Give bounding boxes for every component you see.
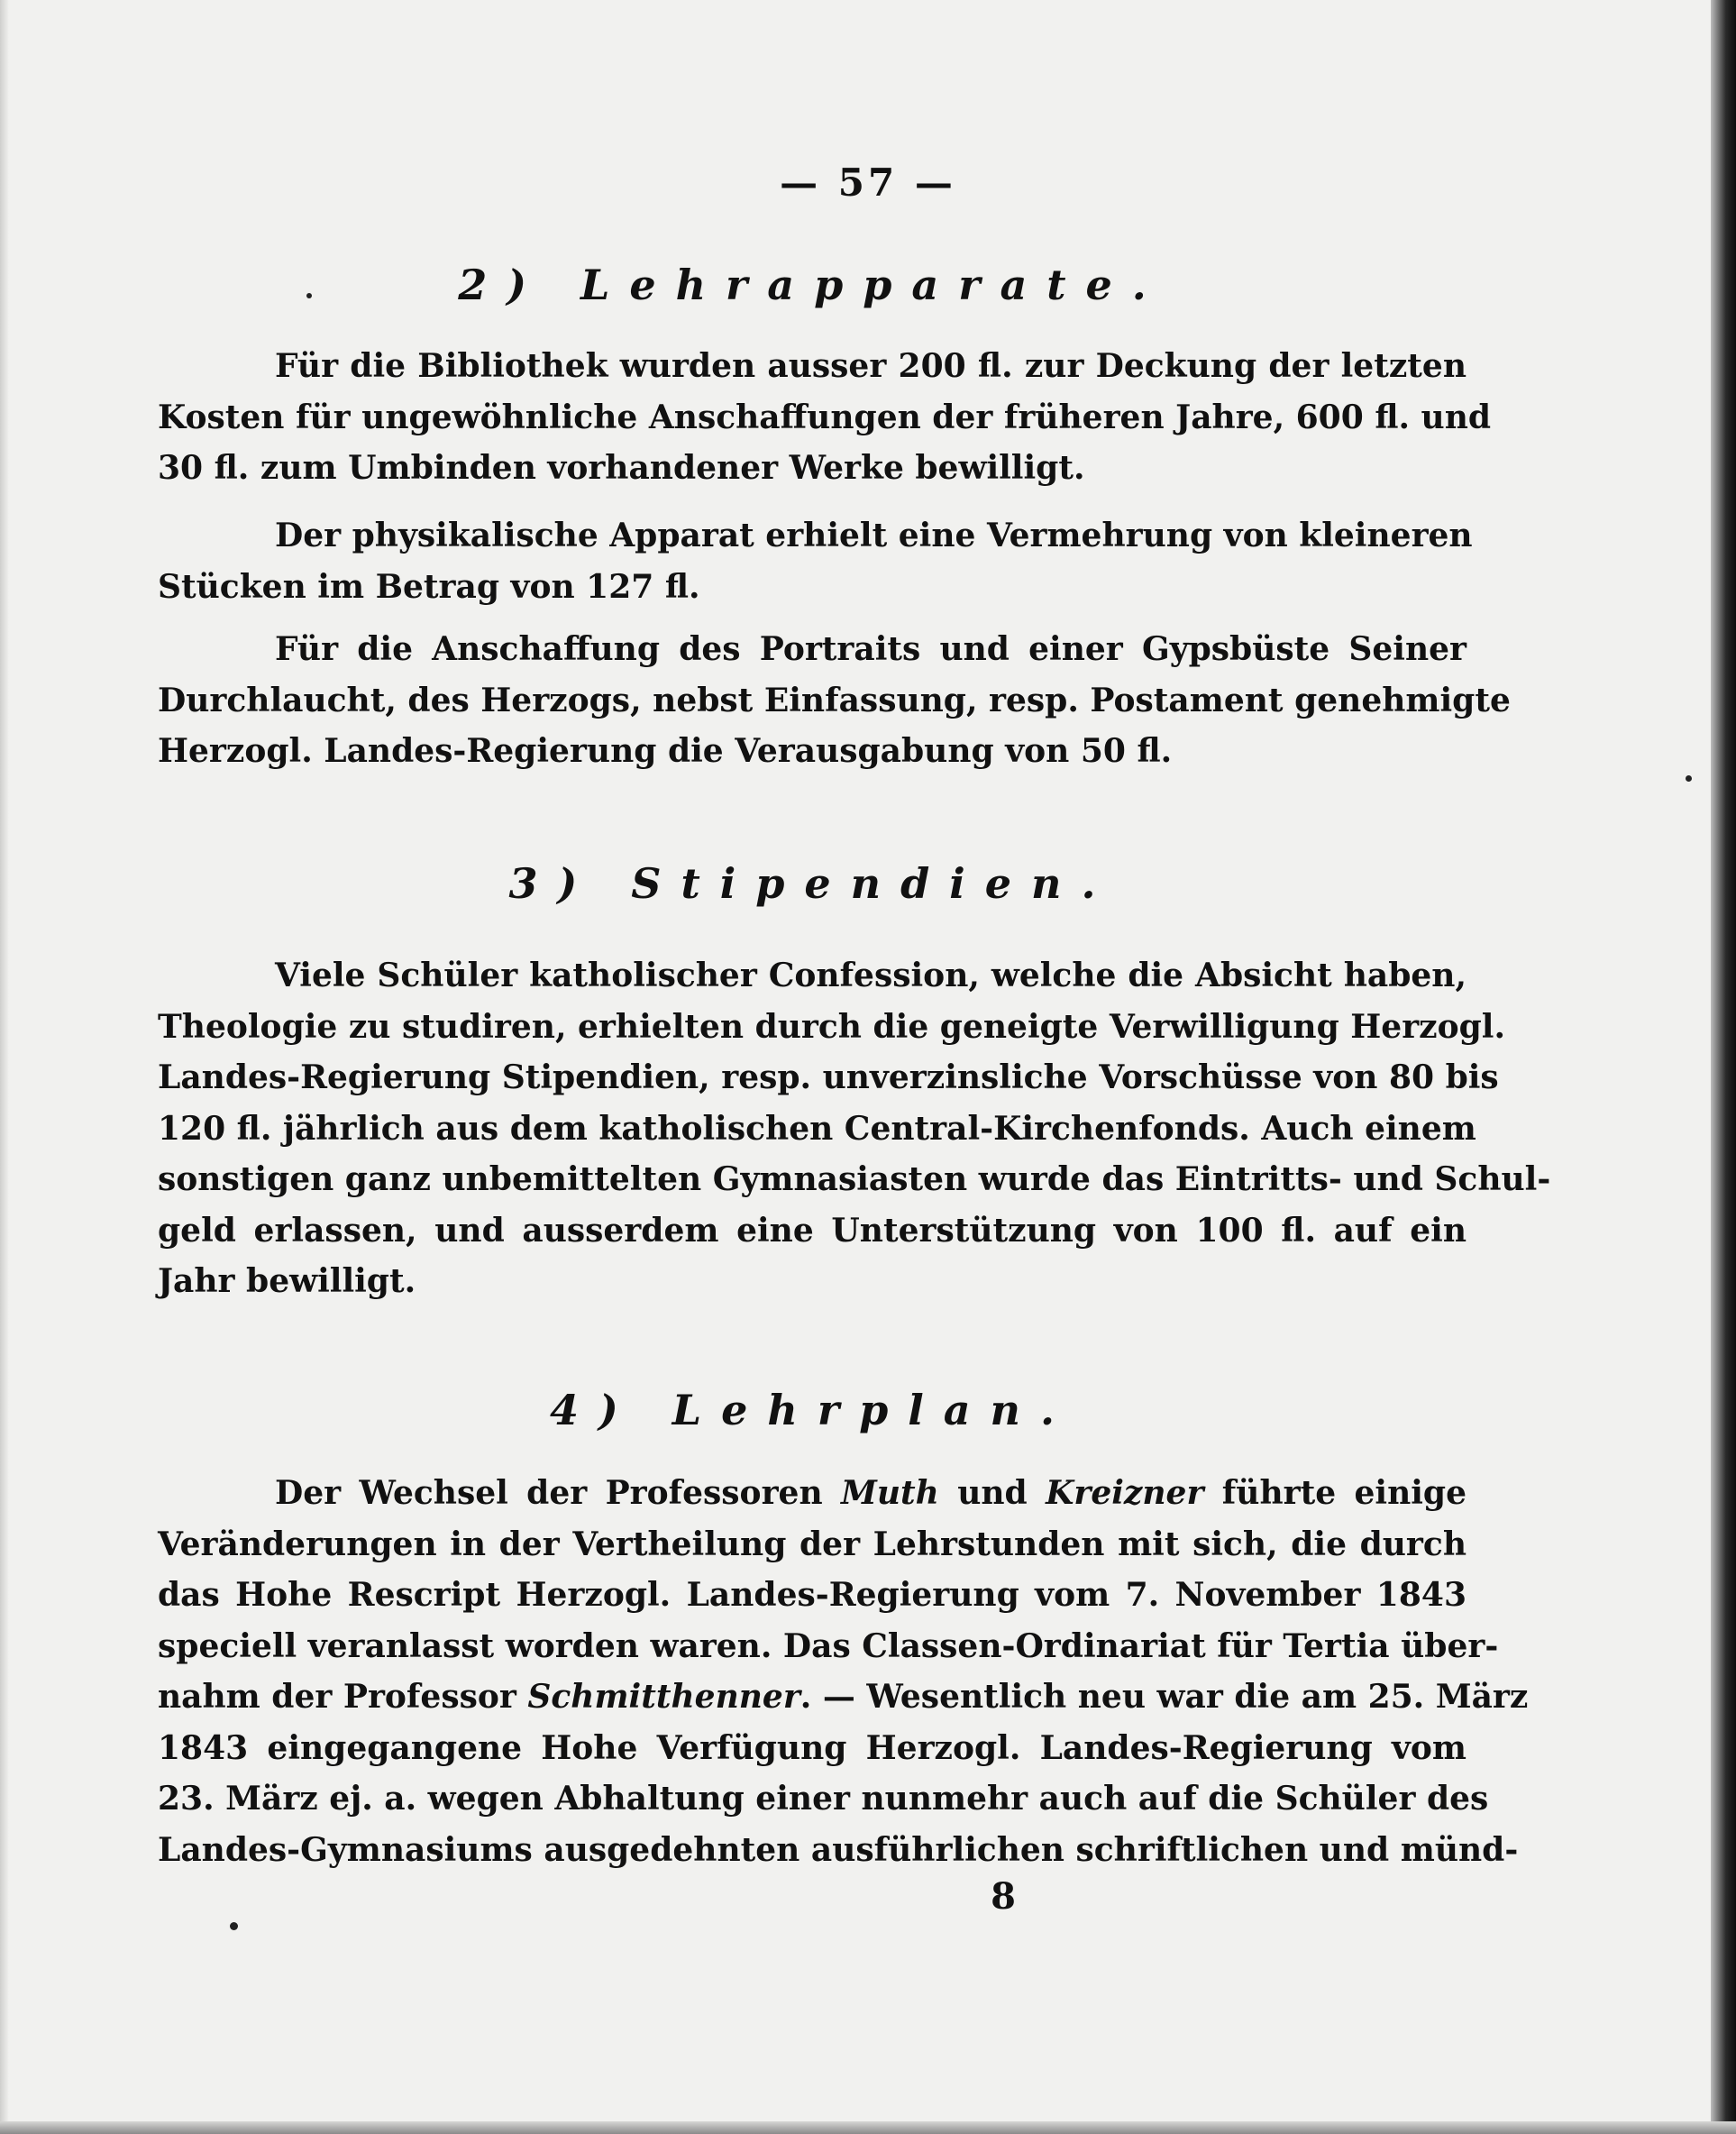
paragraph [158,950,1551,1316]
section-heading: 2) Lehrapparate. [458,261,1166,309]
scan-speck [1686,775,1692,782]
paragraph [158,624,1511,786]
text-line: Der physikalische Apparat erhielt eine Vermehrung von kleineren [275,517,1473,554]
scan-speck [306,293,312,298]
section-lehrapparate [158,252,1466,317]
text-line: Für die Anschaffung des Portraits und einer Gypsbüste Seiner [275,630,1466,668]
scan-edge-right [1711,0,1736,2134]
paragraph [158,341,1492,503]
text-line: Theologie zu studiren, erhielten durch die geneigte Verwilligung Herzogl. [158,1007,1506,1046]
text-line: Veränderungen in der Vertheilung der Lehrstunden mit sich, die durch [158,1525,1466,1563]
text-line [158,1468,1466,1519]
text-line: speciell veranlasst worden waren. Das Classen-Ordinariat für Tertia über- [158,1626,1499,1665]
section-heading: 3) Stipendien. [508,859,1116,908]
text-line: Landes-Regierung Stipendien, resp. unverzinsliche Vorschüsse von 80 bis [158,1058,1499,1096]
signature-mark: 8 [991,1875,1016,1918]
text-line: 23. März ej. a. wegen Abhaltung einer nunmehr auch auf die Schüler des [158,1780,1489,1818]
text-line: Jahr bewilligt. [158,1262,416,1300]
scan-speck [230,1922,238,1930]
page-number: — 57 — [780,160,956,205]
text-line: Für die Bibliothek wurden ausser 200 fl. zur Deckung der letzten [275,347,1466,385]
text-line: Stücken im Betrag von 127 fl. [158,567,700,606]
text-line: 120 fl. jährlich aus dem katholischen Central-Kirchenfonds. Auch einem [158,1109,1476,1148]
text-line: Landes-Gymnasiums ausgedehnten ausführlichen schriftlichen und münd- [158,1830,1519,1869]
text-line: 30 fl. zum Umbinden vorhandener Werke bewilligt. [158,449,1085,487]
text-line: 1843 eingegangene Hohe Verfügung Herzogl. Landes-Regierung vom [158,1728,1466,1767]
paragraph [158,1468,1529,1884]
scan-edge-left [0,0,9,2134]
text-line-part: Der Wechsel der Professoren Muth und Kreizner führte einige [275,1474,1467,1512]
text-line: sonstigen ganz unbemittelten Gymnasiasten wurde das Eintritts- und Schul- [158,1160,1551,1198]
text-line: nahm der Professor Schmitthenner. — Wesentlich neu war die am 25. März [158,1678,1529,1716]
text-line: Herzogl. Landes-Regierung die Verausgabung von 50 fl. [158,732,1173,770]
text-line: Kosten für ungewöhnliche Anschaffungen der früheren Jahre, 600 fl. und [158,398,1492,436]
section-lehrplan [158,1378,1466,1443]
paragraph [158,510,1473,621]
italic-name: Schmitthenner [527,1678,800,1716]
text-line: Viele Schüler katholischer Confession, welche die Absicht haben, [275,957,1466,994]
text-line: das Hohe Rescript Herzogl. Landes-Regierung vom 7. November 1843 [158,1576,1466,1614]
section-heading: 4) Lehrplan. [550,1386,1074,1434]
italic-name: Muth [841,1474,939,1512]
section-stipendien [158,851,1466,916]
text-line: geld erlassen, und ausserdem eine Unterstützung von 100 fl. auf ein [158,1211,1466,1250]
italic-name: Kreizner [1046,1474,1204,1512]
scan-edge-bottom [0,2121,1736,2134]
text-line: Durchlaucht, des Herzogs, nebst Einfassung, resp. Postament genehmigte [158,681,1511,719]
